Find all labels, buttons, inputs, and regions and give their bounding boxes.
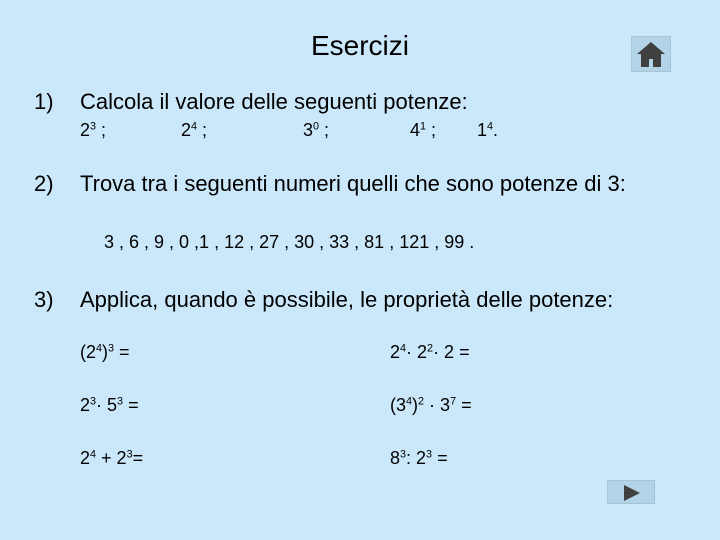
exercise-1-number: 1) [34,89,54,114]
expression-5: $2^4 + 2^3=$ [80,448,144,468]
power-item-1: $2^3$ ; [80,120,107,140]
expression-3: $2^3\cdot 5^3$ = [80,395,139,415]
power-item-3: $3^0$ ; [303,120,330,140]
power-item-5: $1^4$. [477,120,499,140]
next-button[interactable] [607,480,655,504]
page-title: Esercizi [310,30,409,61]
exercise-2-text: Trova tra i seguenti numeri quelli che sono potenze di 3: [80,171,626,196]
play-arrow-icon [624,485,640,501]
exercise-3-number: 3) [34,287,54,312]
exercise-1-text: Calcola il valore delle seguenti potenze: [80,89,468,114]
expression-4: $(3^4)^2 \cdot 3^7$ = [390,395,472,415]
expression-2: $2^4\cdot 2^2\cdot 2$ = [390,342,470,362]
expression-1: $(2^4)^3$ = [80,342,130,362]
power-item-2: $2^4$ ; [181,120,208,140]
exercise-3-text: Applica, quando è possibile, le proprietà delle potenze: [80,287,614,312]
home-icon [632,37,670,71]
numbers-list: 3 , 6 , 9 , 0 ,1 , 12 , 27 , 30 , 33 , 81 , 121 , 99 . [104,232,475,252]
expression-6: $8^3$: $2^3$ = [390,448,448,468]
exercise-2-number: 2) [34,171,54,196]
power-item-4: $4^1$ ; [410,120,437,140]
home-button[interactable] [631,36,671,72]
